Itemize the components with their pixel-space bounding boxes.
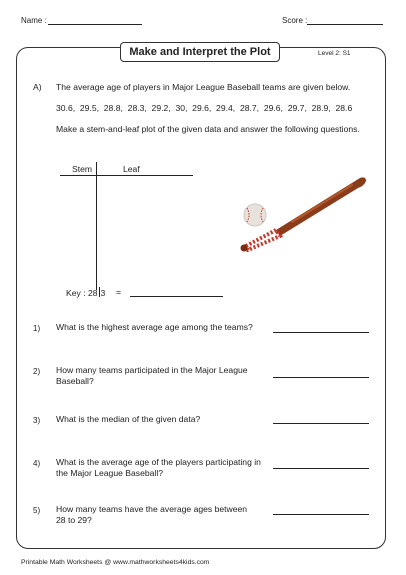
answer-line[interactable] bbox=[273, 377, 369, 378]
plot-horizontal-line bbox=[60, 175, 193, 176]
score-label: Score : bbox=[282, 16, 308, 25]
name-label: Name : bbox=[21, 16, 47, 25]
question-text: What is the average age of the players participating in the Major League Baseball? bbox=[56, 457, 261, 478]
question-number: 4) bbox=[33, 459, 41, 468]
question-text: How many teams have the average ages between 28 to 29? bbox=[56, 504, 248, 525]
key-equals: = bbox=[116, 287, 122, 297]
leaf-header: Leaf bbox=[123, 164, 140, 174]
score-line[interactable] bbox=[307, 24, 383, 25]
data-values: 30.6, 29.5, 28.8, 28.3, 29.2, 30, 29.6, 29.4, 28.7, 29.6, 29.7, 28.9, 28.6 bbox=[56, 103, 353, 113]
worksheet-title: Make and Interpret the Plot bbox=[120, 42, 280, 62]
question-text: What is the median of the given data? bbox=[56, 414, 201, 424]
key-leaf: 3 bbox=[100, 288, 106, 298]
instruction: Make a stem-and-leaf plot of the given data and answer the following questions. bbox=[56, 124, 360, 134]
question-number: 5) bbox=[33, 506, 41, 515]
answer-line[interactable] bbox=[273, 332, 369, 333]
name-line[interactable] bbox=[48, 24, 142, 25]
problem-statement: The average age of players in Major League Baseball teams are given below. bbox=[56, 82, 351, 92]
answer-line[interactable] bbox=[273, 423, 369, 424]
answer-line[interactable] bbox=[273, 514, 369, 515]
problem-label: A) bbox=[33, 82, 42, 92]
question-text: How many teams participated in the Major League Baseball? bbox=[56, 365, 248, 386]
footer-text: Printable Math Worksheets @ www.mathworksheets4kids.com bbox=[21, 559, 210, 566]
question-text: What is the highest average age among the teams? bbox=[56, 322, 253, 332]
question-number: 2) bbox=[33, 367, 41, 376]
key-label bbox=[66, 287, 105, 299]
plot-vertical-line bbox=[96, 162, 97, 290]
answer-line[interactable] bbox=[273, 468, 369, 469]
stem-header: Stem bbox=[72, 164, 93, 174]
key-prefix: Key : 28 bbox=[66, 288, 98, 298]
question-number: 1) bbox=[33, 324, 41, 333]
level-label: Level 2: S1 bbox=[318, 50, 351, 57]
baseball-icon bbox=[244, 204, 266, 226]
question-number: 3) bbox=[33, 416, 41, 425]
baseball-illustration bbox=[232, 172, 372, 252]
key-divider bbox=[99, 287, 100, 297]
key-answer-line[interactable] bbox=[130, 296, 223, 297]
